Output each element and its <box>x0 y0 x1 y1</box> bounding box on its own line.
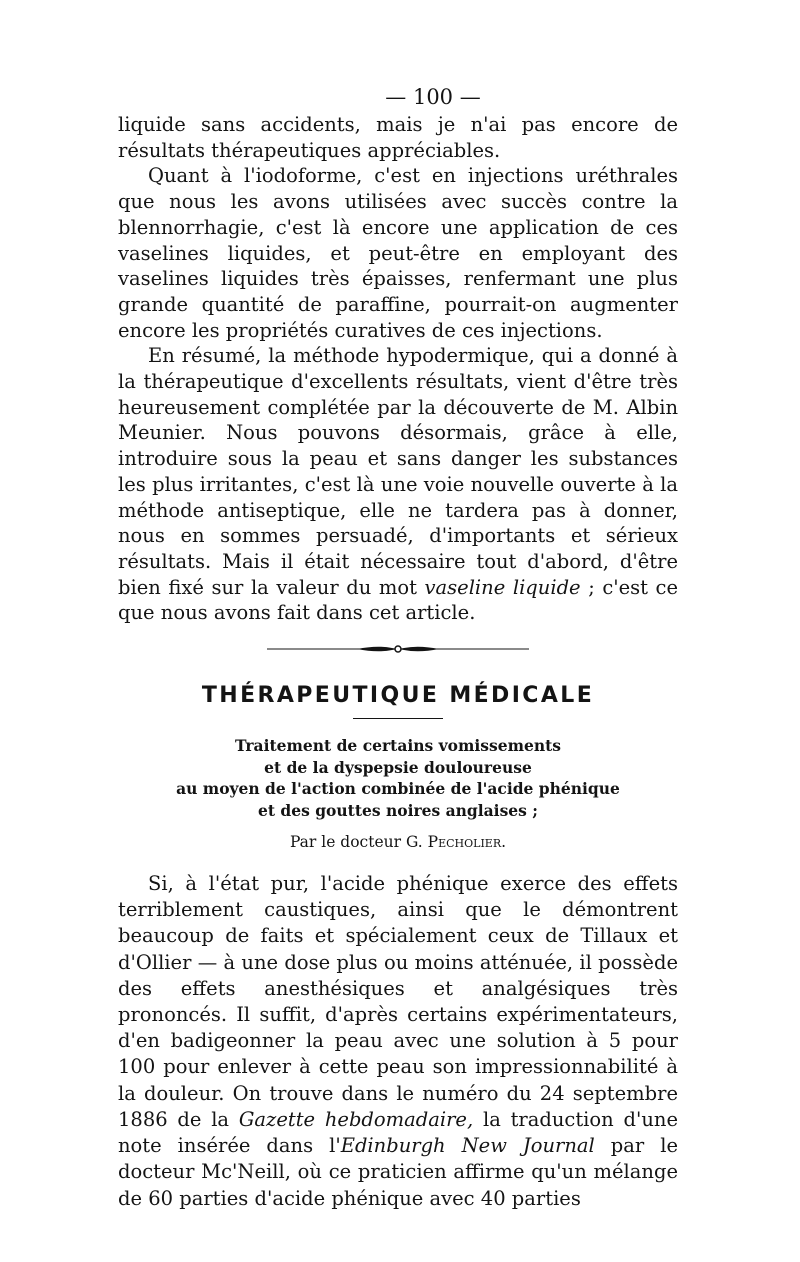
paragraph-2: Quant à l'iodoforme, c'est en injections uréthrales que nous les avons utilisées avec succès contre la blennorrhagie, c'est là encore une application de ces vaselines liquides, et peut-être en employant des vaselines liquides très épaisses, renfermant une plus grande quantité de paraffine, pourrait-on augmenter encore les propriétés curatives de ces injections. <box>118 164 678 342</box>
paragraph-3-text: En résumé, la méthode hypodermique, qui a donné à la thérapeutique d'excellents résultats, vient d'être très heureusement complétée par la découverte de M. Albin Meunier. Nous pouvons désormais, grâce à elle, introduire sous la peau et sans danger les substances les plus irritantes, c'est là une voie nouvelle ouverte à la méthode antiseptique, elle ne tardera pas à donner, nous en sommes persuadé, d'importants et sérieux résultats. Mais il était nécessaire tout d'abord, d'être bien fixé sur la valeur du mot <box>118 344 678 599</box>
ornament-divider-icon <box>267 642 529 656</box>
subtitle-line: Traitement de certains vomissements <box>234 736 562 756</box>
paragraph-3-end: ; c'est ce que nous avons fait dans cet article. <box>118 575 679 625</box>
article-subtitle <box>118 735 678 821</box>
paragraph-4-c: par le docteur Mc'Neill, où ce praticien affirme qu'un mélange de 60 parties d'acide phénique avec 40 parties <box>118 1134 679 1210</box>
byline <box>118 831 678 853</box>
paragraph-3-italic: vaseline liquide <box>424 575 581 599</box>
subtitle-line: et des gouttes noires anglaises ; <box>257 800 539 820</box>
subtitle-line: et de la dyspepsie douloureuse <box>264 757 532 777</box>
paragraph-4 <box>118 871 678 1212</box>
title-underline <box>353 718 443 719</box>
paragraph-3 <box>118 343 678 626</box>
page-content <box>118 84 678 1212</box>
byline-prefix: Par le docteur G. <box>289 833 423 852</box>
paragraph-1: liquide sans accidents, mais je n'ai pas encore de résultats thérapeutiques appréciables. <box>118 113 678 162</box>
page-number: — 100 — <box>385 85 481 109</box>
paragraph-4-italic-journal: Edinburgh New Journal <box>340 1134 595 1158</box>
paragraph-4-b: la traduction d'une note insérée dans l' <box>118 1107 678 1158</box>
paragraph-4-italic-gazette: Gazette hebdomadaire, <box>238 1107 474 1131</box>
subtitle-line: au moyen de l'action combinée de l'acide phénique <box>176 779 620 799</box>
paragraph-4-a: Si, à l'état pur, l'acide phénique exerce des effets terriblement caustiques, ainsi que le démontrent beaucoup de faits et spécialement ceux de Tillaux et d'Ollier — à une dose plus ou moins atténuée, il possède des effets anesthésiques et analgésiques très prononcés. Il suffit, d'après certains expérimentateurs, d'en badigeonner la peau avec une solution à 5 pour 100 pour enlever à cette peau son impressionnabilité à la douleur. On trouve dans le numéro du 24 septembre 1886 de la <box>118 872 678 1131</box>
byline-author: Pecholier. <box>427 833 507 852</box>
section-title: THÉRAPEUTIQUE MÉDICALE <box>201 683 595 709</box>
